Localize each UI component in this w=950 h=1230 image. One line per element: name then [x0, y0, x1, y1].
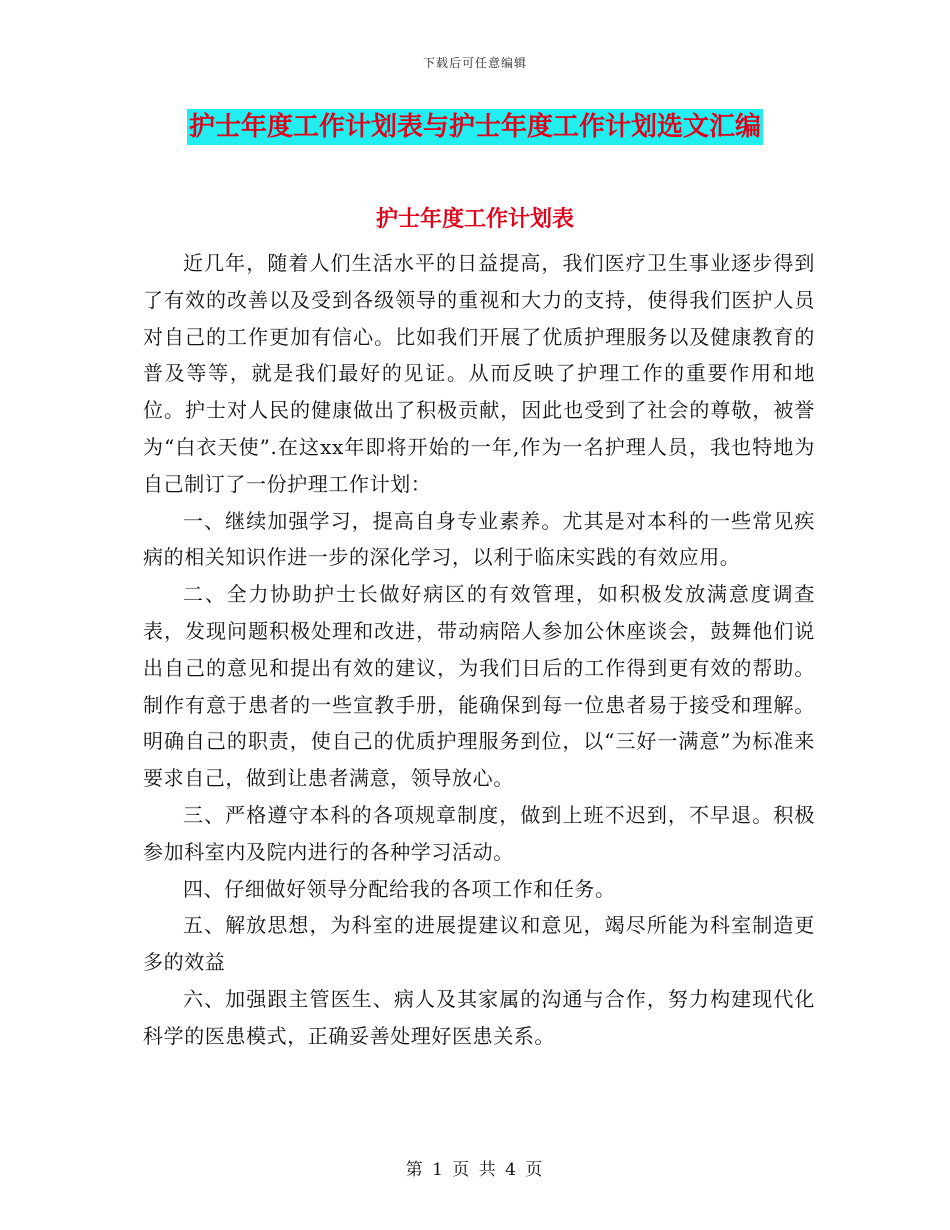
- page-footer: 第 1 页 共 4 页: [405, 1160, 545, 1180]
- paragraph-item-4: 四、仔细做好领导分配给我的各项工作和任务。: [183, 876, 616, 901]
- paragraph-item-5: 五、解放思想，为科室的进展提建议和意见，竭尽所能为科室制造更多的效益: [143, 913, 815, 975]
- paragraph-item-3: 三、严格遵守本科的各项规章制度，做到上班不迟到，不早退。积极参加科室内及院内进行的各种学习活动。: [143, 802, 815, 864]
- paragraph-item-1: 一、继续加强学习，提高自身专业素养。尤其是对本科的一些常见疾病的相关知识作进一步的深化学习，以利于临床实践的有效应用。: [143, 508, 815, 570]
- paragraph-item-6: 六、加强跟主管医生、病人及其家属的沟通与合作，努力构建现代化科学的医患模式，正确妥善处理好医患关系。: [143, 986, 815, 1048]
- paragraph-item-2: 二、全力协助护士长做好病区的有效管理，如积极发放满意度调查表，发现问题积极处理和改进，带动病陪人参加公休座谈会，鼓舞他们说出自己的意见和提出有效的建议，为我们日后的工作得到更有效的帮助。制作有意于患者的一些宣教手册，能确保到每一位患者易于接受和理解。明确自己的职责，使自己的优质护理服务到位，以“三好一满意”为标准来要求自己，做到让患者满意，领导放心。: [143, 582, 815, 791]
- document-title: 护士年度工作计划表与护士年度工作计划选文汇编: [187, 109, 763, 145]
- document-body: [143, 245, 815, 1055]
- paragraph-intro: 近几年，随着人们生活水平的日益提高，我们医疗卫生事业逐步得到了有效的改善以及受到各级领导的重视和大力的支持，使得我们医护人员对自己的工作更加有信心。比如我们开展了优质护理服务以及健康教育的普及等等，就是我们最好的见证。从而反映了护理工作的重要作用和地位。护士对人民的健康做出了积极贡献，因此也受到了社会的尊敬，被誉为“白衣天使”.在这xx年即将开始的一年,作为一名护理人员，我也特地为自己制订了一份护理工作计划：: [143, 251, 815, 496]
- title-container: [0, 109, 950, 145]
- section-title: 护士年度工作计划表: [375, 206, 574, 232]
- page-header: 下载后可任意编辑: [422, 56, 527, 70]
